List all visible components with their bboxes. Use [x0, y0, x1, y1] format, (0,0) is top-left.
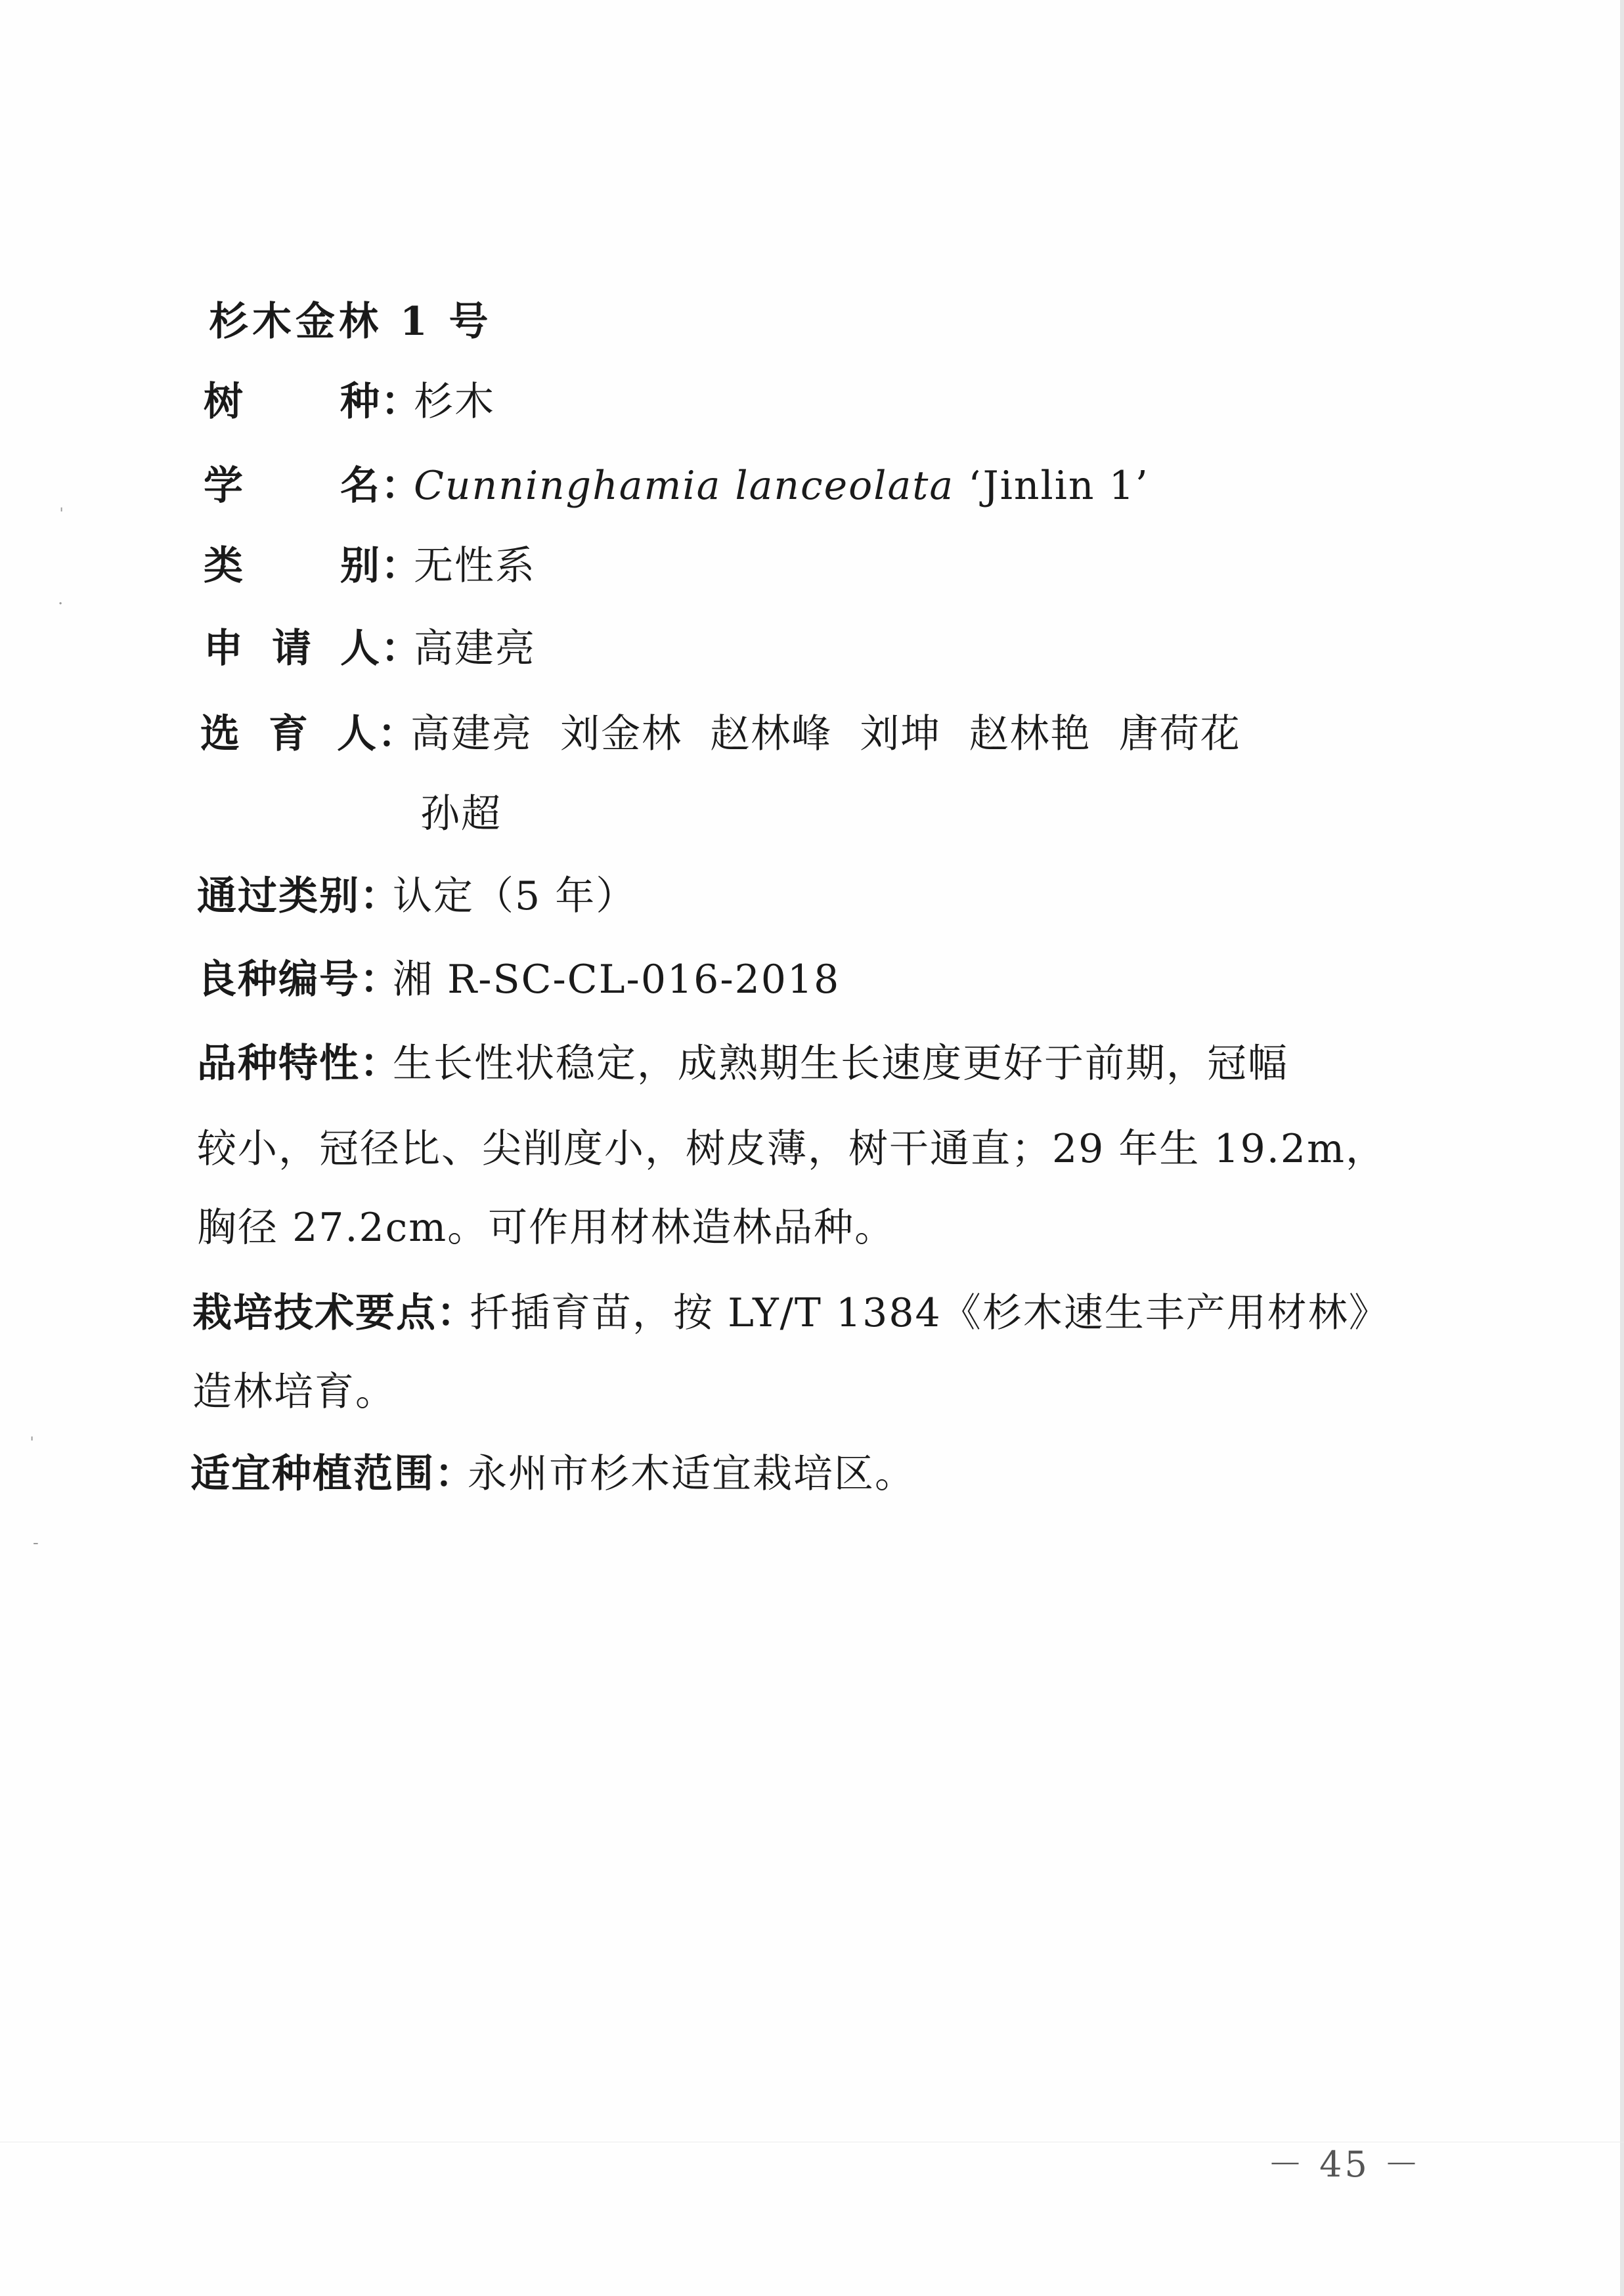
field-applicant-colon: ：	[381, 626, 422, 672]
field-applicant-label: 申 请 人	[204, 626, 381, 672]
field-category	[204, 540, 536, 592]
field-category-colon: ：	[381, 543, 422, 589]
field-species-colon: ：	[381, 379, 422, 425]
field-traits-line3: 胸径 27.2cm。可作用材林造林品种。	[197, 1205, 896, 1251]
field-approval-type-value: 认定（5 年）	[393, 873, 637, 919]
field-applicant	[204, 622, 536, 675]
field-cultivation-line2: 造林培育。	[192, 1369, 396, 1415]
field-range-colon: ：	[435, 1451, 475, 1497]
field-range	[190, 1448, 915, 1500]
field-species-value: 杉木	[414, 379, 495, 425]
field-applicant-value: 高建亮	[414, 626, 536, 672]
field-cultivation-line1: 扦插育苗，按 LY/T 1384《杉木速生丰产用材林》	[470, 1290, 1390, 1336]
field-breeders	[200, 708, 1241, 760]
scan-speck: ·	[58, 594, 64, 614]
field-approval-type-label: 通过类别	[197, 873, 360, 919]
page-number: － 45 －	[1267, 2144, 1422, 2185]
page-edge	[1620, 0, 1624, 2296]
field-range-label: 适宜种植范围	[190, 1451, 435, 1497]
field-traits-colon: ：	[360, 1041, 401, 1087]
field-traits-label: 品种特性	[197, 1041, 360, 1087]
document-title: 杉木金林 1 号	[209, 299, 493, 345]
field-breeders-label: 选 育 人	[200, 711, 378, 757]
field-species-label: 树 种	[204, 379, 381, 425]
field-breeders-continued: 孙超	[420, 791, 502, 837]
field-cultivation	[192, 1287, 1390, 1339]
field-approval-type	[197, 870, 636, 922]
field-sci-name-latin: Cunninghamia lanceolata	[414, 463, 955, 509]
field-breeders-line1: 高建亮 刘金林 赵林峰 刘坤 赵林艳 唐荷花	[410, 711, 1241, 757]
scan-speck: ˈ	[59, 506, 64, 525]
field-variety-number-colon: ：	[360, 957, 401, 1003]
field-cultivation-colon: ：	[437, 1290, 477, 1336]
field-range-value: 永州市杉木适宜栽培区。	[468, 1451, 915, 1497]
field-sci-name-label: 学 名	[204, 463, 381, 509]
field-cultivation-label: 栽培技术要点	[192, 1290, 437, 1336]
scan-speck: ˈ	[30, 1435, 35, 1454]
field-variety-number-label: 良种编号	[197, 957, 360, 1003]
field-traits-line1: 生长性状稳定，成熟期生长速度更好于前期，冠幅	[393, 1041, 1288, 1087]
field-species	[204, 376, 495, 428]
field-sci-name	[204, 460, 1149, 512]
field-breeders-colon: ：	[378, 711, 418, 757]
field-sci-name-colon: ：	[381, 463, 422, 509]
field-category-value: 无性系	[414, 543, 536, 589]
field-variety-number	[197, 953, 840, 1006]
field-category-label: 类 别	[204, 543, 381, 589]
field-variety-number-value: 湘 R-SC-CL-016-2018	[393, 957, 841, 1003]
scan-speck: -	[33, 1533, 39, 1553]
field-traits	[197, 1037, 1288, 1090]
field-traits-line2: 较小，冠径比、尖削度小，树皮薄，树干通直；29 年生 19.2m，	[197, 1126, 1386, 1172]
field-sci-name-cultivar: ‘Jinlin 1’	[968, 463, 1149, 509]
field-approval-type-colon: ：	[360, 873, 401, 919]
